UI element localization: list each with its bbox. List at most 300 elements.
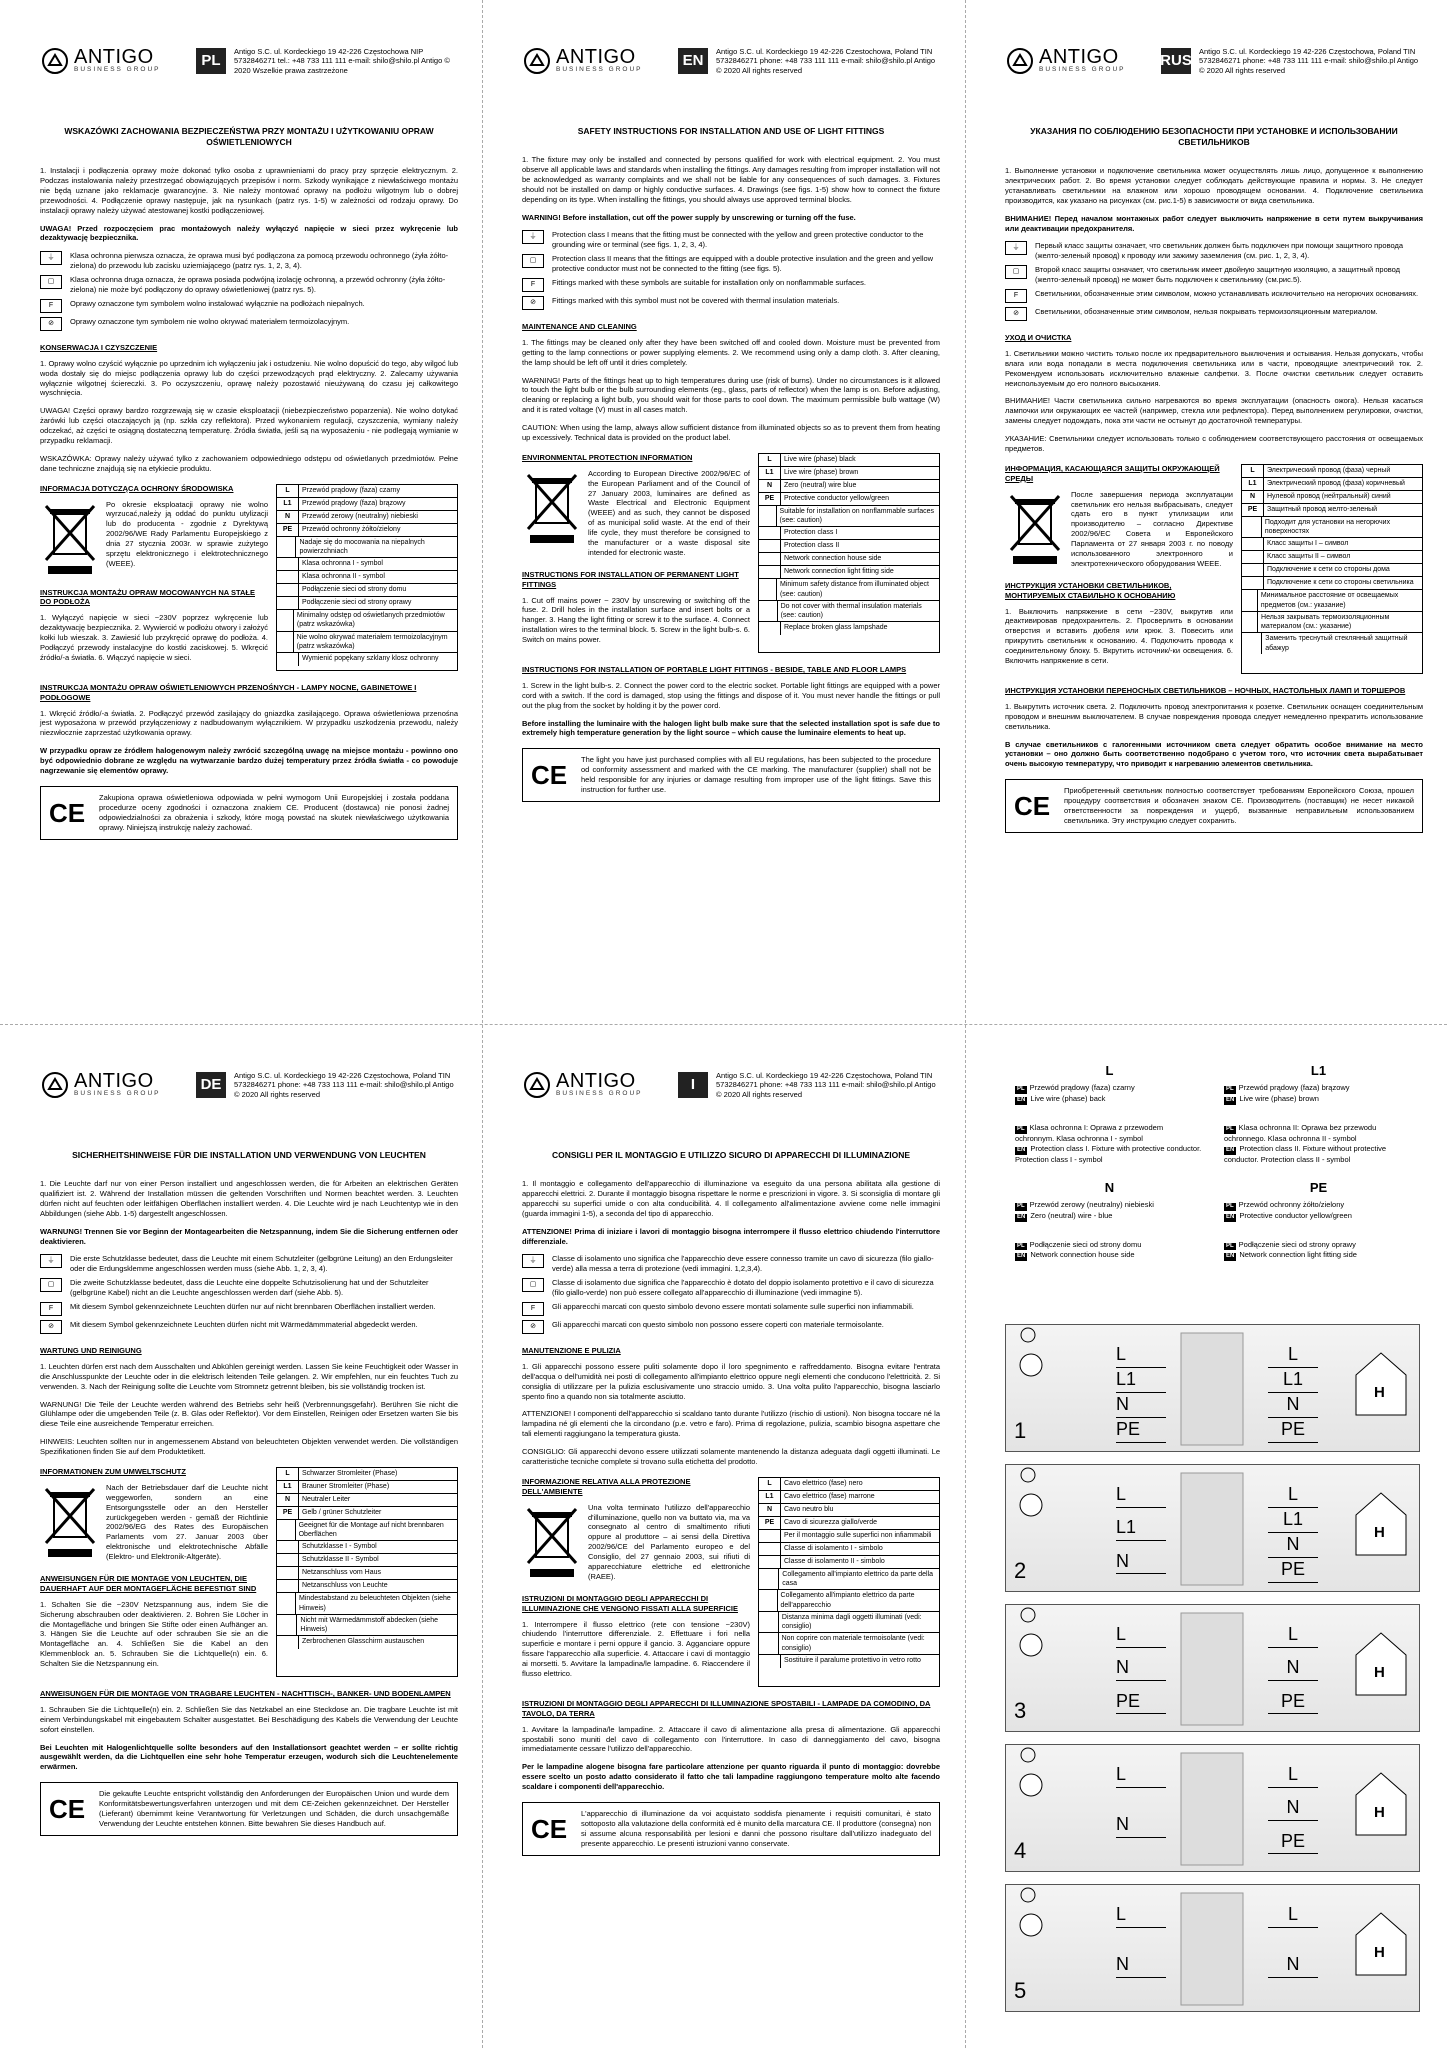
portable-install-heading: INSTRUKCJA MONTAŻU OPRAW OŚWIETLENIOWYCH PRZENOŚNYCH - LAMPY NOCNE, GABINETOWE I PODŁOGOWE [40, 682, 417, 702]
maintenance-heading: WARTUNG UND REINIGUNG [40, 1345, 142, 1355]
wiring-legend-pl [1224, 1240, 1413, 1251]
diagram-number: 2 [1014, 1557, 1027, 1583]
class2-text: Protection class II means that the fittings are equipped with a double protective insulation and the green and yellow protective conductor must not be connected to the fitting (see figs. 5). [552, 254, 934, 274]
document-title: УКАЗАНИЯ ПО СОБЛЮДЕНИЮ БЕЗОПАСНОСТИ ПРИ УСТАНОВКЕ И ИСПОЛЬЗОВАНИИ СВЕТИЛЬНИКОВ [1030, 126, 1398, 148]
legend-row [759, 1556, 939, 1569]
distance-note: УКАЗАНИЕ: Светильники следует использовать только с соблюдением соответствующего расстояния от освещаемых предметов. [1005, 434, 1423, 454]
legend-row [1242, 538, 1422, 551]
wire-label-left: N [1116, 1550, 1166, 1575]
legend-value: Класс защиты II – символ [1267, 553, 1351, 561]
diagram-number: 4 [1014, 1837, 1027, 1863]
legend-value: Минимальное расстояние от освещаемых предметов (см.: указание) [1260, 592, 1399, 609]
legend-value: Nadaje się do mocowania na niepalnych powierzchniach [299, 538, 425, 555]
wire-label-left: L [1116, 1483, 1166, 1508]
nonflammable-row [522, 1302, 940, 1316]
insulation-text: Светильники, обозначенные этим символом, нельзя покрывать термоизоляционным материалом. [1035, 307, 1378, 316]
ce-text: Приобретенный светильник полностью соответствует требованиям Европейского Союза, прошел процедуру соответствия и обозначен знаком CE. Производитель (поставщик) не несет никакой ответственности за повреждения и ущерб, вызванные неправильным использованием светильника. Эту инструкцию следует сохранить. [1064, 786, 1414, 825]
instruction-panel-de [0, 1024, 482, 2048]
wiring-pl-text: Przewód prądowy (faza) czarny [1029, 1083, 1135, 1093]
maintenance-text: 1. Светильники можно чистить только после их предварительного выключения и остывания. Нельзя допускать, чтобы влага или вода попадали в места подключения светильника или в части, проводящие электрический ток. 2. Рекомендуем использовать исключительно влажные салфетки. 3. После очистки светильник следует оставить неиспользуемым до его полного высыхания. [1005, 348, 1423, 388]
wiring-panel [965, 1024, 1447, 2048]
legend-key [277, 558, 299, 570]
legend-key: L1 [277, 498, 299, 510]
legend-value: Network connection house side [784, 555, 882, 563]
wiring-en-text: Protection class II. Fixture without protective conductor. Protection class II - symbol [1224, 1143, 1387, 1164]
legend-value: Zero (neutral) wire blue [784, 481, 857, 489]
legend-key: L [1242, 465, 1264, 477]
legend-row [759, 1590, 939, 1611]
wiring-en-text: Protective conductor yellow/green [1239, 1210, 1352, 1220]
class2-icon: ▢ [522, 254, 544, 268]
wiring-en-text: Zero (neutral) wire - blue [1030, 1210, 1113, 1220]
wiring-diagram-drawing [1006, 1745, 1421, 1873]
legend-row [277, 485, 457, 498]
environment-heading: INFORMACJA DOTYCZĄCA OCHRONY ŚRODOWISKA [40, 483, 234, 493]
wiring-legend-pl [1224, 1200, 1413, 1211]
legend-value: Podłączenie sieci od strony oprawy [302, 599, 412, 607]
legend-value: Podłączenie sieci od strony domu [302, 586, 407, 594]
legend-row [277, 1593, 457, 1614]
house-label: H [1374, 1804, 1385, 1821]
distance-note: CONSIGLIO: Gli apparecchi devono essere utilizzati solamente mantenendo la distanza adeguata dagli oggetti illuminati. Le caratteristiche tecniche complete si trovano sulla etichetta del prodotto. [522, 1447, 940, 1466]
wire-code: L1 [1310, 1063, 1327, 1078]
maintenance-text: 1. The fittings may be cleaned only after they have been switched off and cooled down. Moisture must be prevented from getting to the lamp connections or power supplying elements. 2. We recommend using only a damp cloth. 3. After cleaning, the lamp should be left off until it dries completely. [522, 337, 940, 367]
legend-row [277, 1507, 457, 1520]
legend-key [759, 506, 777, 526]
wiring-en-text: Protection class I. Fixture with protective conductor. Protection class I - symbol [1015, 1143, 1202, 1164]
class1-text: Первый класс защиты означает, что светильник должен быть подключен при помощи защитного провода (желто-зеленый провод) к проводу или зажиму заземления (см. рис. 1, 2, 3, 4). [1035, 241, 1404, 261]
legend-value: Sostituire il paralume protettivo in vetro rotto [784, 1656, 921, 1664]
legend-value: Cavo neutro blu [784, 1505, 834, 1513]
wire-label-left: L [1116, 1343, 1166, 1368]
environment-text: После завершения периода эксплуатации светильник его нельзя выбрасывать, следует сдать его в пункт утилизации или производителю – согласно Директиве 2002/96/ЕС Совета и Европейского Парламента от 27 января 2003 г. по поводу использованного электронного и электротехнического оборудования WEEE. [1071, 489, 1233, 568]
insulation-row [40, 317, 458, 331]
flag-en: EN [1226, 1097, 1235, 1104]
class1-icon: ⏚ [40, 1254, 62, 1268]
legend-key [759, 566, 781, 578]
insulation-row [522, 296, 940, 310]
house-label: H [1374, 1524, 1385, 1541]
nonflammable-icon: F [522, 278, 544, 292]
legend-row [277, 511, 457, 524]
legend-key: L1 [759, 467, 781, 479]
legend-value: Подходит для установки на негорючих поверхностях [1264, 518, 1391, 536]
crossed-bin-icon [40, 1483, 100, 1559]
legend-row [277, 584, 457, 597]
legend-value: Schwarzer Stromleiter (Phase) [302, 1469, 398, 1477]
panel-header [1005, 36, 1423, 86]
wiring-pl-text: Przewód prądowy (faza) brązowy [1238, 1083, 1350, 1093]
nonflammable-text: Fittings marked with these symbols are suitable for installation only on nonflammable surfaces. [552, 277, 866, 287]
class1-icon: ⏚ [1005, 241, 1027, 255]
legend-value: Classe di isolamento I - simbolo [784, 1544, 883, 1552]
wire-label-left: L [1116, 1623, 1166, 1648]
wiring-en-text: Network connection light fitting side [1239, 1250, 1357, 1260]
class1-row [522, 230, 940, 250]
diagram-number: 1 [1014, 1417, 1027, 1443]
legend-value: Protection class II [784, 542, 840, 550]
class2-text: Die zweite Schutzklasse bedeutet, dass die Leuchte eine doppelte Schutzisolierung hat und der Schutzleiter (gelbgrüne Kabel) nicht an die Leuchte angeschlossen werden darf (siehe Abb. 5). [70, 1278, 429, 1298]
ce-mark-icon: CE [49, 1793, 86, 1824]
halogen-warning: Per le lampadine alogene bisogna fare particolare attenzione per quanto riguarda il punto di montaggio: dovrebbe essere scelto un posto adatto considerato il fatto che tali lampadine raggiungono temperature molto alte facendo scaldare i componenti dell'apparecchio. [522, 1762, 940, 1792]
legend-row [277, 571, 457, 584]
legend-row [277, 597, 457, 610]
class2-text: Klasa ochronna druga oznacza, że oprawa posiada podwójną izolację ochronną, a przewód ochronny (żyła żółto-zielona) nie może być podłączony do oprawy oświetleniowej (patrz rys. 5). [70, 275, 446, 294]
logo-sub: BUSINESS GROUP [556, 1089, 643, 1097]
legend-key [277, 584, 299, 596]
legend-value: Network connection light fitting side [784, 568, 894, 576]
wiring-legend-item [1224, 1062, 1413, 1105]
logo-name: ANTIGO [1039, 45, 1119, 68]
ce-text: Zakupiona oprawa oświetleniowa odpowiada w pełni wymogom Unii Europejskiej i została poddana procedurze oceny zgodności i oznaczona znakiem CE. Producent (dostawca) nie ponosi żadnej odpowiedzialności za obrażenia i szkody, które mogą powstać na skutek niewłaściwego użytkowania oprawy. Niniejszą instrukcję należy zachować. [99, 792, 449, 832]
flag-en: EN [1017, 1253, 1026, 1260]
house-label: H [1374, 1384, 1385, 1401]
heat-warning-text: ATTENZIONE! I componenti dell'apparecchio si scaldano tanto durante l'utilizzo (rischio di ustioni). Non bisogna toccare né la lampadina né gli elementi che la circondano (p.e. vetro e faro). Prima di regolazione, pulizia, scambio bisogna aspettare che tali elementi raggiungano la temperatura giusta. [522, 1409, 940, 1439]
logo-sub: BUSINESS GROUP [1039, 65, 1126, 73]
legend-row [759, 527, 939, 540]
wire-label-right: PE [1268, 1830, 1318, 1855]
legend-key [1242, 590, 1258, 610]
class1-icon: ⏚ [522, 1254, 544, 1268]
legend-row [759, 1543, 939, 1556]
legend-key [277, 1567, 299, 1579]
legend-key [1242, 633, 1262, 653]
legend-key [1242, 517, 1262, 537]
fixed-install-text: 1. Interrompere il flusso elettrico (rete con tensione ~230V) chiudendo l'interruttore differenziale. 2. Effettuare i fori nella superficie e montare i perni oppure il gancio. 3. Agganciare oppure fissare l'apparecchio alla superficie. 4. Attaccare i cavi di montaggio ai morsetti. 5. Avvitare la lampadina/le lampadine. 6. Riaccendere il flusso elettrico. [522, 1619, 750, 1678]
logo [40, 46, 190, 76]
heat-warning-text: UWAGA! Części oprawy bardzo rozgrzewają się w czasie eksploatacji (niebezpieczeństwo poparzenia). Nie wolno dotykać żarówki lub części otaczających ją (np. szkła czy reflektora). Przed wykonaniem regulacji, czyszczenia, wymiany należy odczekać, aż części te osiągną dostateczną temperaturę. Źródła światła, jeśli są na wyposażeniu - nie podlegają wymianie w przypadku reklamacji. [40, 406, 458, 446]
insulation-row [40, 1320, 458, 1334]
legend-row [277, 1494, 457, 1507]
company-address: Antigo S.C. ul. Kordeckiego 19 42-226 Częstochowa, Poland TIN 5732846271 phone: +48 733 113 111 e-mail: shilo@shilo.pl Antigo © 2020 All rights reserved [716, 1070, 936, 1099]
antigo-logo-icon [522, 46, 552, 76]
heat-warning-text: ВНИМАНИЕ! Части светильника сильно нагреваются во время эксплуатации (опасность ожога). Нельзя касаться лампочки или окружающих ее частей (например, стекла или рефлектора). Перед выполнением регулировки, очистки, замены следует подождать, пока эти части не остынут до достаточной температуры. [1005, 396, 1423, 426]
wiring-legend-item [1015, 1236, 1204, 1262]
antigo-logo-icon [40, 1070, 70, 1100]
legend-value: Geeignet für die Montage auf nicht brennbaren Oberflächen [298, 1521, 444, 1539]
bulb-icon [1020, 1494, 1042, 1516]
wiring-legend-en [1224, 1250, 1413, 1261]
company-address: Antigo S.C. ul. Kordeckiego 19 42-226 Częstochowa, Poland TIN 5732846271 phone: +48 733 113 111 e-mail: shilo@shilo.pl Antigo © 2020 All rights reserved [234, 1070, 454, 1099]
legend-key: L [759, 1478, 781, 1490]
legend-value: Cavo di sicurezza giallo/verde [784, 1518, 877, 1526]
legend-value: Nicht mit Wärmedämmstoff abdecken (siehe Hinweis) [300, 1616, 438, 1634]
diagram-number: 3 [1014, 1697, 1027, 1723]
legend-value: Do not cover with thermal insulation materials (see: caution) [780, 602, 922, 620]
legend-key [1242, 577, 1264, 589]
symbol-legend [276, 1467, 458, 1677]
legend-key [277, 653, 299, 666]
symbol-legend [758, 1477, 940, 1687]
nonflammable-text: Mit diesem Symbol gekennzeichnete Leuchten dürfen nur auf nicht brennbaren Oberflächen installiert werden. [70, 1301, 436, 1311]
house-label: H [1374, 1664, 1385, 1681]
document-title: WSKAZÓWKI ZACHOWANIA BEZPIECZEŃSTWA PRZY MONTAŻU I UŻYTKOWANIU OPRAW OŚWIETLENIOWYCH [64, 126, 434, 148]
legend-row [759, 1612, 939, 1633]
legend-value: Distanza minima dagli oggetti illuminati (vedi: consiglio) [781, 1613, 922, 1631]
legend-value: Suitable for installation on nonflammable surfaces (see: caution) [779, 507, 935, 525]
symbol-legend [276, 484, 458, 671]
symbol-legend [758, 453, 940, 653]
wiring-en-text: Live wire (phase) back [1030, 1094, 1106, 1104]
legend-row [1242, 564, 1422, 577]
distance-note: CAUTION: When using the lamp, always allow sufficient distance from illuminated objects so as to prevent them from heating up excessively. Technical data is provided on the product label. [522, 423, 940, 442]
legend-key [277, 1554, 299, 1566]
instruction-panel-en [482, 0, 964, 1024]
warning-text: WARNING! Before installation, cut off the power supply by unscrewing or turning off the fuse. [522, 212, 856, 222]
class2-text: Classe di isolamento due significa che l'apparecchio è dotato del doppio isolamento protettivo e il cavo di sicurezza (filo giallo-verde) non può essere collegato all'apparecchio di illuminazione (vedi immagine 5). [552, 1278, 934, 1298]
wiring-legend-pl [1015, 1240, 1204, 1251]
logo [1005, 46, 1155, 76]
wiring-legend-en [1015, 1211, 1204, 1222]
wire-label-right: PE [1268, 1418, 1318, 1443]
legend-row [1242, 504, 1422, 517]
earth-icon [1021, 1328, 1035, 1342]
wiring-en-text: Network connection house side [1030, 1250, 1135, 1260]
portable-install-text: 1. Screw in the light bulb-s. 2. Connect the power cord to the electric socket. Portable light fittings are equipped with a power cord with a switch. If the cord is damaged, stop using the fittings and dispose of it. You must never handle the fittings or pull out the plug from the socket by holding it by the power cord. [522, 680, 940, 710]
house-label: H [1374, 1944, 1385, 1961]
intro-text: 1. Instalacji i podłączenia oprawy może dokonać tylko osoba z uprawnieniami do pracy przy sprzęcie elektrycznym. 2. Podczas instalowania należy przestrzegać obowiązujących przepisów i norm. Szkody wynikające z niewłaściwego montażu nie będą uznane jako reklamacje gwarancyjne. 3. Nie należy montować oprawy na podłożu wilgotnym lub o dobrej przewodności. 4. Podłączenie oprawy następuje, jak na rysunkach (patrz rys. 1-5) w zależności od rodzaju oprawy. Do instalacji oprawy należy używać atestowanej kostki podłączeniowej. [40, 166, 458, 215]
wire-label-left: L [1116, 1903, 1166, 1928]
legend-value: Przewód prądowy (faza) brązowy [302, 499, 406, 507]
no-insulation-icon: ⊘ [522, 1320, 544, 1334]
legend-key [759, 1569, 779, 1589]
ce-box [1005, 779, 1423, 833]
fixed-install-heading: INSTRUKCJA MONTAŻU OPRAW MOCOWANYCH NA STAŁE DO PODŁOŻA [40, 587, 255, 607]
legend-key [277, 1593, 296, 1613]
wiring-legend-item [1224, 1119, 1413, 1165]
legend-key: PE [759, 493, 781, 505]
intro-text: 1. Il montaggio e collegamento dell'apparecchio di illuminazione va eseguito da una persona abilitata alla gestione di apparecchi elettrici. 2. Durante il montaggio bisogna rispettare le norme e prescrizioni in vigore. 3. Si sconsiglia di montare gli apparecchi su superfici umide o con alta conducibilità. 4. Il collegamento all'alimentazione avviene come nelle immagini (guarda immagini 1-5), a seconda del tipo di apparecchio. [522, 1179, 940, 1218]
wiring-legend-en [1015, 1144, 1204, 1165]
legend-row [759, 1633, 939, 1654]
wiring-diagram [1005, 1884, 1420, 2012]
nonflammable-icon: F [40, 1302, 62, 1316]
halogen-warning: В случае светильников с галогенными источником света следует обратить особое внимание на место установки – оно должно быть соответственно подобрано с учетом того, что источник света вырабатывает очень высокую температуру, что приводит к нагреванию элементов светильника. [1005, 739, 1423, 769]
legend-value: Электрический провод (фаза) черный [1267, 466, 1391, 474]
environment-section [40, 484, 458, 671]
portable-install-text: 1. Schrauben Sie die Lichtquelle(n) ein. 2. Schließen Sie das Netzkabel an eine Steckdose an. Die tragbare Leuchte ist mit einem Verbindungskabel mit eingebautem Schalter ausgestattet. Bei Beschädigung des Kabels die Verwendung der Leuchte sofort einstellen. [40, 1704, 458, 1734]
legend-key [759, 622, 781, 635]
legend-value: Нельзя закрывать термоизоляционным материалом (см.: указание) [1261, 613, 1390, 631]
legend-row [1242, 465, 1422, 478]
wire-label-left: N [1116, 1953, 1166, 1978]
ce-mark-icon: CE [531, 759, 568, 790]
class2-row [40, 275, 458, 295]
legend-row [759, 1504, 939, 1517]
maintenance-text: 1. Gli apparecchi possono essere puliti solamente dopo il loro spegnimento e raffreddamento. Bisogna evitare l'entrata dell'acqua o dell'umidità nei posti di collegamento all'impianto elettrico oppure negli elementi che conducono l'elettricità. 2. Si consiglia di utilizzare per la pulizia esclusivamente uno straccio umido. 3. Una volta pulito l'apparecchio, bisogna lasciarlo spento fino a quando non sia totalmente asciutto. [522, 1361, 940, 1401]
logo-sub: BUSINESS GROUP [74, 65, 161, 73]
insulation-text: Gli apparecchi marcati con questo simbolo non possono essere coperti con materiale termoisolante. [552, 1319, 884, 1329]
wiring-pl-text: Klasa ochronna II: Oprawa bez przewodu ochronnego. Klasa ochronna II - symbol [1224, 1122, 1377, 1143]
legend-key [759, 1655, 781, 1668]
instruction-panel-ru [965, 0, 1447, 1024]
fixed-install-text: 1. Выключить напряжение в сети ~230V, выкрутив или деактивировав предохранитель. 2. Просверлить в основании отверстия и вставить дюбеля или крюк. 3. Повесить или прикрутить светильник к основанию. 4. Подключить провода к соединительному блоку. 5. Вкрутить источник/-ки освещения. 6. Включить напряжение в сети. [1005, 606, 1233, 666]
class2-row [40, 1278, 458, 1298]
legend-key: L [277, 485, 299, 497]
portable-install-text: 1. Avvitare la lampadina/le lampadine. 2. Attaccare il cavo di alimentazione alla presa di alimentazione. Gli apparecchi spostabili sono muniti del cavo di collegamento con l'interruttore. In caso di danneggiamento del cavo, bisogna immediatamente cessare l'utilizzo dell'apparecchio. [522, 1724, 940, 1754]
class1-icon: ⏚ [522, 230, 544, 244]
no-insulation-icon: ⊘ [1005, 307, 1027, 321]
wire-label-right: N [1268, 1796, 1318, 1821]
legend-row [277, 498, 457, 511]
flag-en: EN [1226, 1146, 1235, 1153]
legend-key [277, 610, 294, 630]
terminal-block [1181, 1613, 1243, 1725]
legend-row [759, 540, 939, 553]
bulb-icon [1020, 1774, 1042, 1796]
legend-value: Per il montaggio sulle superfici non infiammabili [784, 1531, 932, 1539]
wiring-diagram [1005, 1744, 1420, 1872]
class1-icon: ⏚ [40, 251, 62, 265]
legend-row [277, 558, 457, 571]
legend-key [1242, 538, 1264, 550]
panel-header [522, 36, 940, 86]
wiring-diagram [1005, 1604, 1420, 1732]
wiring-legend-pl [1015, 1083, 1204, 1094]
legend-key [277, 537, 296, 557]
insulation-row [1005, 307, 1423, 321]
flag-en: EN [1017, 1097, 1026, 1104]
wire-label-right: L [1268, 1903, 1318, 1928]
wiring-legend-en [1015, 1094, 1204, 1105]
wire-code: L [1105, 1063, 1114, 1078]
legend-value: Brauner Stromleiter (Phase) [302, 1482, 390, 1490]
maintenance-heading: KONSERWACJA I CZYSZCZENIE [40, 342, 158, 352]
environment-section [1005, 464, 1423, 674]
legend-key: PE [759, 1517, 781, 1529]
class2-icon: ▢ [40, 275, 62, 289]
wiring-pl-text: Klasa ochronna I: Oprawa z przewodem ochronnym. Klasa ochronna I - symbol [1015, 1122, 1164, 1143]
warning-text: ATTENZIONE! Prima di iniziare i lavori di montaggio bisogna interrompere il flusso elettrico chiudendo l'interruttore differenziale. [522, 1226, 940, 1246]
panel-header [40, 36, 458, 86]
no-insulation-icon: ⊘ [522, 296, 544, 310]
environment-heading: INFORMATIONEN ZUM UMWELTSCHUTZ [40, 1466, 186, 1476]
legend-row [1242, 633, 1422, 653]
environment-heading: INFORMAZIONE RELATIVA ALLA PROTEZIONE DELL'AMBIENTE [522, 1476, 691, 1496]
legend-key [759, 601, 778, 621]
logo [522, 46, 672, 76]
flag-pl: PL [1017, 1086, 1025, 1093]
bulb-icon [1020, 1634, 1042, 1656]
earth-icon [1021, 1748, 1035, 1762]
legend-key [1242, 612, 1258, 632]
company-address: Antigo S.C. ul. Kordeckiego 19 42-226 Częstochowa NIP 5732846271 tel.: +48 733 111 111 e-mail: shilo@shilo.pl Antigo © 2020 Wszelkie prawa zastrzeżone [234, 46, 450, 75]
wiring-diagram [1005, 1464, 1420, 1592]
legend-key: L1 [1242, 478, 1264, 490]
class2-row [522, 1278, 940, 1298]
wiring-pl-text: Przewód ochronny żółto/zielony [1238, 1199, 1345, 1209]
intro-text: 1. Выполнение установки и подключение светильника может осуществлять лишь лицо, допущенное к выполнению электрических работ. 2. Во время установки следует соблюдать действующие правила и нормы. 3. Не следует устанавливать светильники на влажном или хорошо проводящем основании. 4. Подключение светильника производится, как указано на рисунках (см. рис.1-5) в зависимости от вида светильника. [1005, 166, 1423, 205]
maintenance-heading: УХОД И ОЧИСТКА [1005, 333, 1072, 342]
legend-key [277, 571, 299, 583]
nonflammable-icon: F [522, 1302, 544, 1316]
terminal-block [1181, 1753, 1243, 1865]
distance-note: HINWEIS: Leuchten sollten nur in angemessenem Abstand von beleuchteten Objekten verwendet werden. Die vollständigen Spezifikationen finden Sie auf dem Produktetikett. [40, 1437, 458, 1457]
legend-row [759, 622, 939, 635]
insulation-text: Oprawy oznaczone tym symbolem nie wolno okrywać materiałem termoizolacyjnym. [70, 316, 350, 326]
legend-value: Protection class I [784, 529, 838, 537]
logo-name: ANTIGO [74, 45, 154, 68]
class1-row [522, 1254, 940, 1274]
wiring-diagram [1005, 1324, 1420, 1452]
nonflammable-row [40, 299, 458, 313]
company-address: Antigo S.C. ul. Kordeckiego 19 42-226 Czestochowa, Poland TIN 5732846271 phone: +48 733 111 111 e-mail: shilo@shilo.pl Antigo © 2020 All rights reserved [716, 46, 936, 75]
wiring-legend-item [1015, 1119, 1204, 1165]
fixed-install-text: 1. Schalten Sie die ~230V Netzspannung aus, indem Sie die Sicherung abschrauben oder deaktivieren. 2. Bohren Sie Löcher in die Montagefläche und bringen Sie Stifte oder einen Aufhänger an. 3. Hängen Sie die Leuchte auf oder schrauben Sie sie an die Montagefläche an. 4. Schließen Sie die Kabel an den Klemmenblock an. 5. Schrauben Sie die Lichtquelle(n) ein. 6. Schalten Sie die Netzspannung ein. [40, 1599, 268, 1669]
nonflammable-icon: F [40, 299, 62, 313]
legend-value: Электрический провод (фаза) коричневый [1267, 479, 1405, 487]
wire-label-left: L1 [1116, 1516, 1166, 1541]
language-badge: I [678, 1072, 708, 1098]
wiring-diagram-drawing [1006, 1325, 1421, 1453]
maintenance-heading: MANUTENZIONE E PULIZIA [522, 1345, 621, 1355]
environment-text: Po okresie eksploatacji oprawy nie wolno wyrzucać,należy ją oddać do punktu utylizacji lub do producenta - zgodnie z Dyrektywą 2002/96/WE Rady Parlamentu Europejskiego z dnia 27 stycznia 2003r. w sprawie zużytego sprzętu elektronicznego i elektrotechnicznego (WEEE). [106, 499, 268, 568]
wire-label-right: N [1268, 1393, 1318, 1418]
wire-label-left: PE [1116, 1690, 1166, 1715]
legend-value: Защитный провод желто-зеленый [1267, 505, 1378, 513]
legend-value: Live wire (phase) black [784, 455, 856, 463]
legend-key [759, 1590, 778, 1610]
environment-section [522, 1477, 940, 1687]
legend-row [277, 610, 457, 631]
legend-key [1242, 551, 1264, 563]
fixed-install-text: 1. Wyłączyć napięcie w sieci ~230V poprzez wykręcenie lub dezaktywację bezpiecznika. 2. Wywiercić w podłożu otwory i założyć kołki lub wieszak. 3. Zawiesić lub przykręcić oprawę do podłoża. 4. Podłączyć przewody instalacyjne do kostki zaciskowej. 5. Wkręcić źródło/-a światła. 6. Włączyć napięcie w sieci. [40, 613, 268, 662]
legend-row [759, 1491, 939, 1504]
crossed-bin-icon [522, 469, 582, 545]
flag-pl: PL [1226, 1125, 1234, 1132]
portable-install-text: 1. Wkręcić źródło/-a światła. 2. Podłączyć przewód zasilający do gniazdka zasilającego. Oprawa oświetleniowa przenośna jest wyposażona w przewód przyłączeniowy z nadbudowanym wyłącznikiem. W przypadku uszkodzenia przewodu, należy niezwłocznie zaprzestać użytkowania oprawy. [40, 708, 458, 738]
legend-value: Klasa ochronna II - symbol [302, 573, 385, 581]
antigo-logo-icon [40, 46, 70, 76]
language-badge: RUS [1161, 48, 1191, 74]
class1-row [1005, 241, 1423, 261]
nonflammable-row [40, 1302, 458, 1316]
legend-value: Заменить треснутый стеклянный защитный абажур [1265, 635, 1408, 652]
fixed-install-heading: INSTRUCTIONS FOR INSTALLATION OF PERMANENT LIGHT FITTINGS [522, 569, 739, 589]
wire-label-right: N [1268, 1656, 1318, 1681]
intro-text: 1. The fixture may only be installed and connected by persons qualified for work with electrical equipment. 2. You must observe all applicable laws and standards when installing the fittings. Any damages resulting from improper installation will not be acknowledged as warranty complaints and we shall not be liable for any consequences of such damages. 3. Fixtures should not be installed on damp or highly conductive surfaces. 4. Drawings (see figs. 1-5) show how to connect the fixture depending on its type. When installing the fittings, you should always use approved terminal blocks. [522, 155, 940, 204]
ce-text: Die gekaufte Leuchte entspricht vollständig den Anforderungen der Europäischen Union und wurde dem Konformitätsbewertungsverfahren unterzogen und mit dem CE-Zeichen gekennzeichnet. Der Hersteller (Lieferant) übernimmt keine Verantwortung für Verletzungen und Schäden, die durch unsachgemäße Verwendung der Leuchte entstehen können. Bitte bewahren Sie dieses Handbuch auf. [99, 1789, 449, 1828]
wire-label-right: PE [1268, 1558, 1318, 1583]
class2-icon: ▢ [40, 1278, 62, 1292]
instruction-panel-it [482, 1024, 964, 2048]
legend-key [759, 553, 781, 565]
ce-box [40, 786, 458, 840]
flag-pl: PL [1017, 1242, 1025, 1249]
legend-key: N [759, 1504, 781, 1516]
legend-key [277, 1541, 299, 1553]
legend-key: L1 [759, 1491, 781, 1503]
wire-label-right: L1 [1268, 1508, 1318, 1533]
bulb-icon [1020, 1354, 1042, 1376]
diagram-number: 5 [1014, 1977, 1027, 2003]
legend-row [277, 1468, 457, 1481]
legend-key: N [759, 480, 781, 492]
legend-key: PE [277, 1507, 299, 1519]
legend-row [759, 480, 939, 493]
legend-row [759, 566, 939, 579]
legend-key: PE [277, 524, 299, 536]
legend-value: Zerbrochenen Glasschirm austauschen [302, 1638, 425, 1646]
earth-icon [1021, 1608, 1035, 1622]
ce-text: The light you have just purchased complies with all EU regulations, has been subjected to the procedure od conformity assessment and marked with the CE marking. The manufacturer (supplier) shall not be held responsible for any injuries or damage resulting from improper use of the light fittings. Save this instruction for further use. [581, 755, 931, 795]
class1-text: Die erste Schutzklasse bedeutet, dass die Leuchte mit einem Schutzleiter (gelbgrüne Leitung) an den Erdungsleiter oder die Erdungsklemme angeschlossen werden muss (siehe Abb. 1, 2, 3, 4). [70, 1254, 453, 1274]
legend-row [759, 506, 939, 527]
portable-install-heading: ISTRUZIONI DI MONTAGGIO DEGLI APPARECCHI DI ILLUMINAZIONE SPOSTABILI - LAMPADE DA COMODINO, DA TAVOLO, DA TERRA [522, 1698, 931, 1718]
legend-row [759, 1530, 939, 1543]
legend-value: Netzanschluss von Leuchte [302, 1582, 388, 1590]
legend-key: N [277, 1494, 299, 1506]
